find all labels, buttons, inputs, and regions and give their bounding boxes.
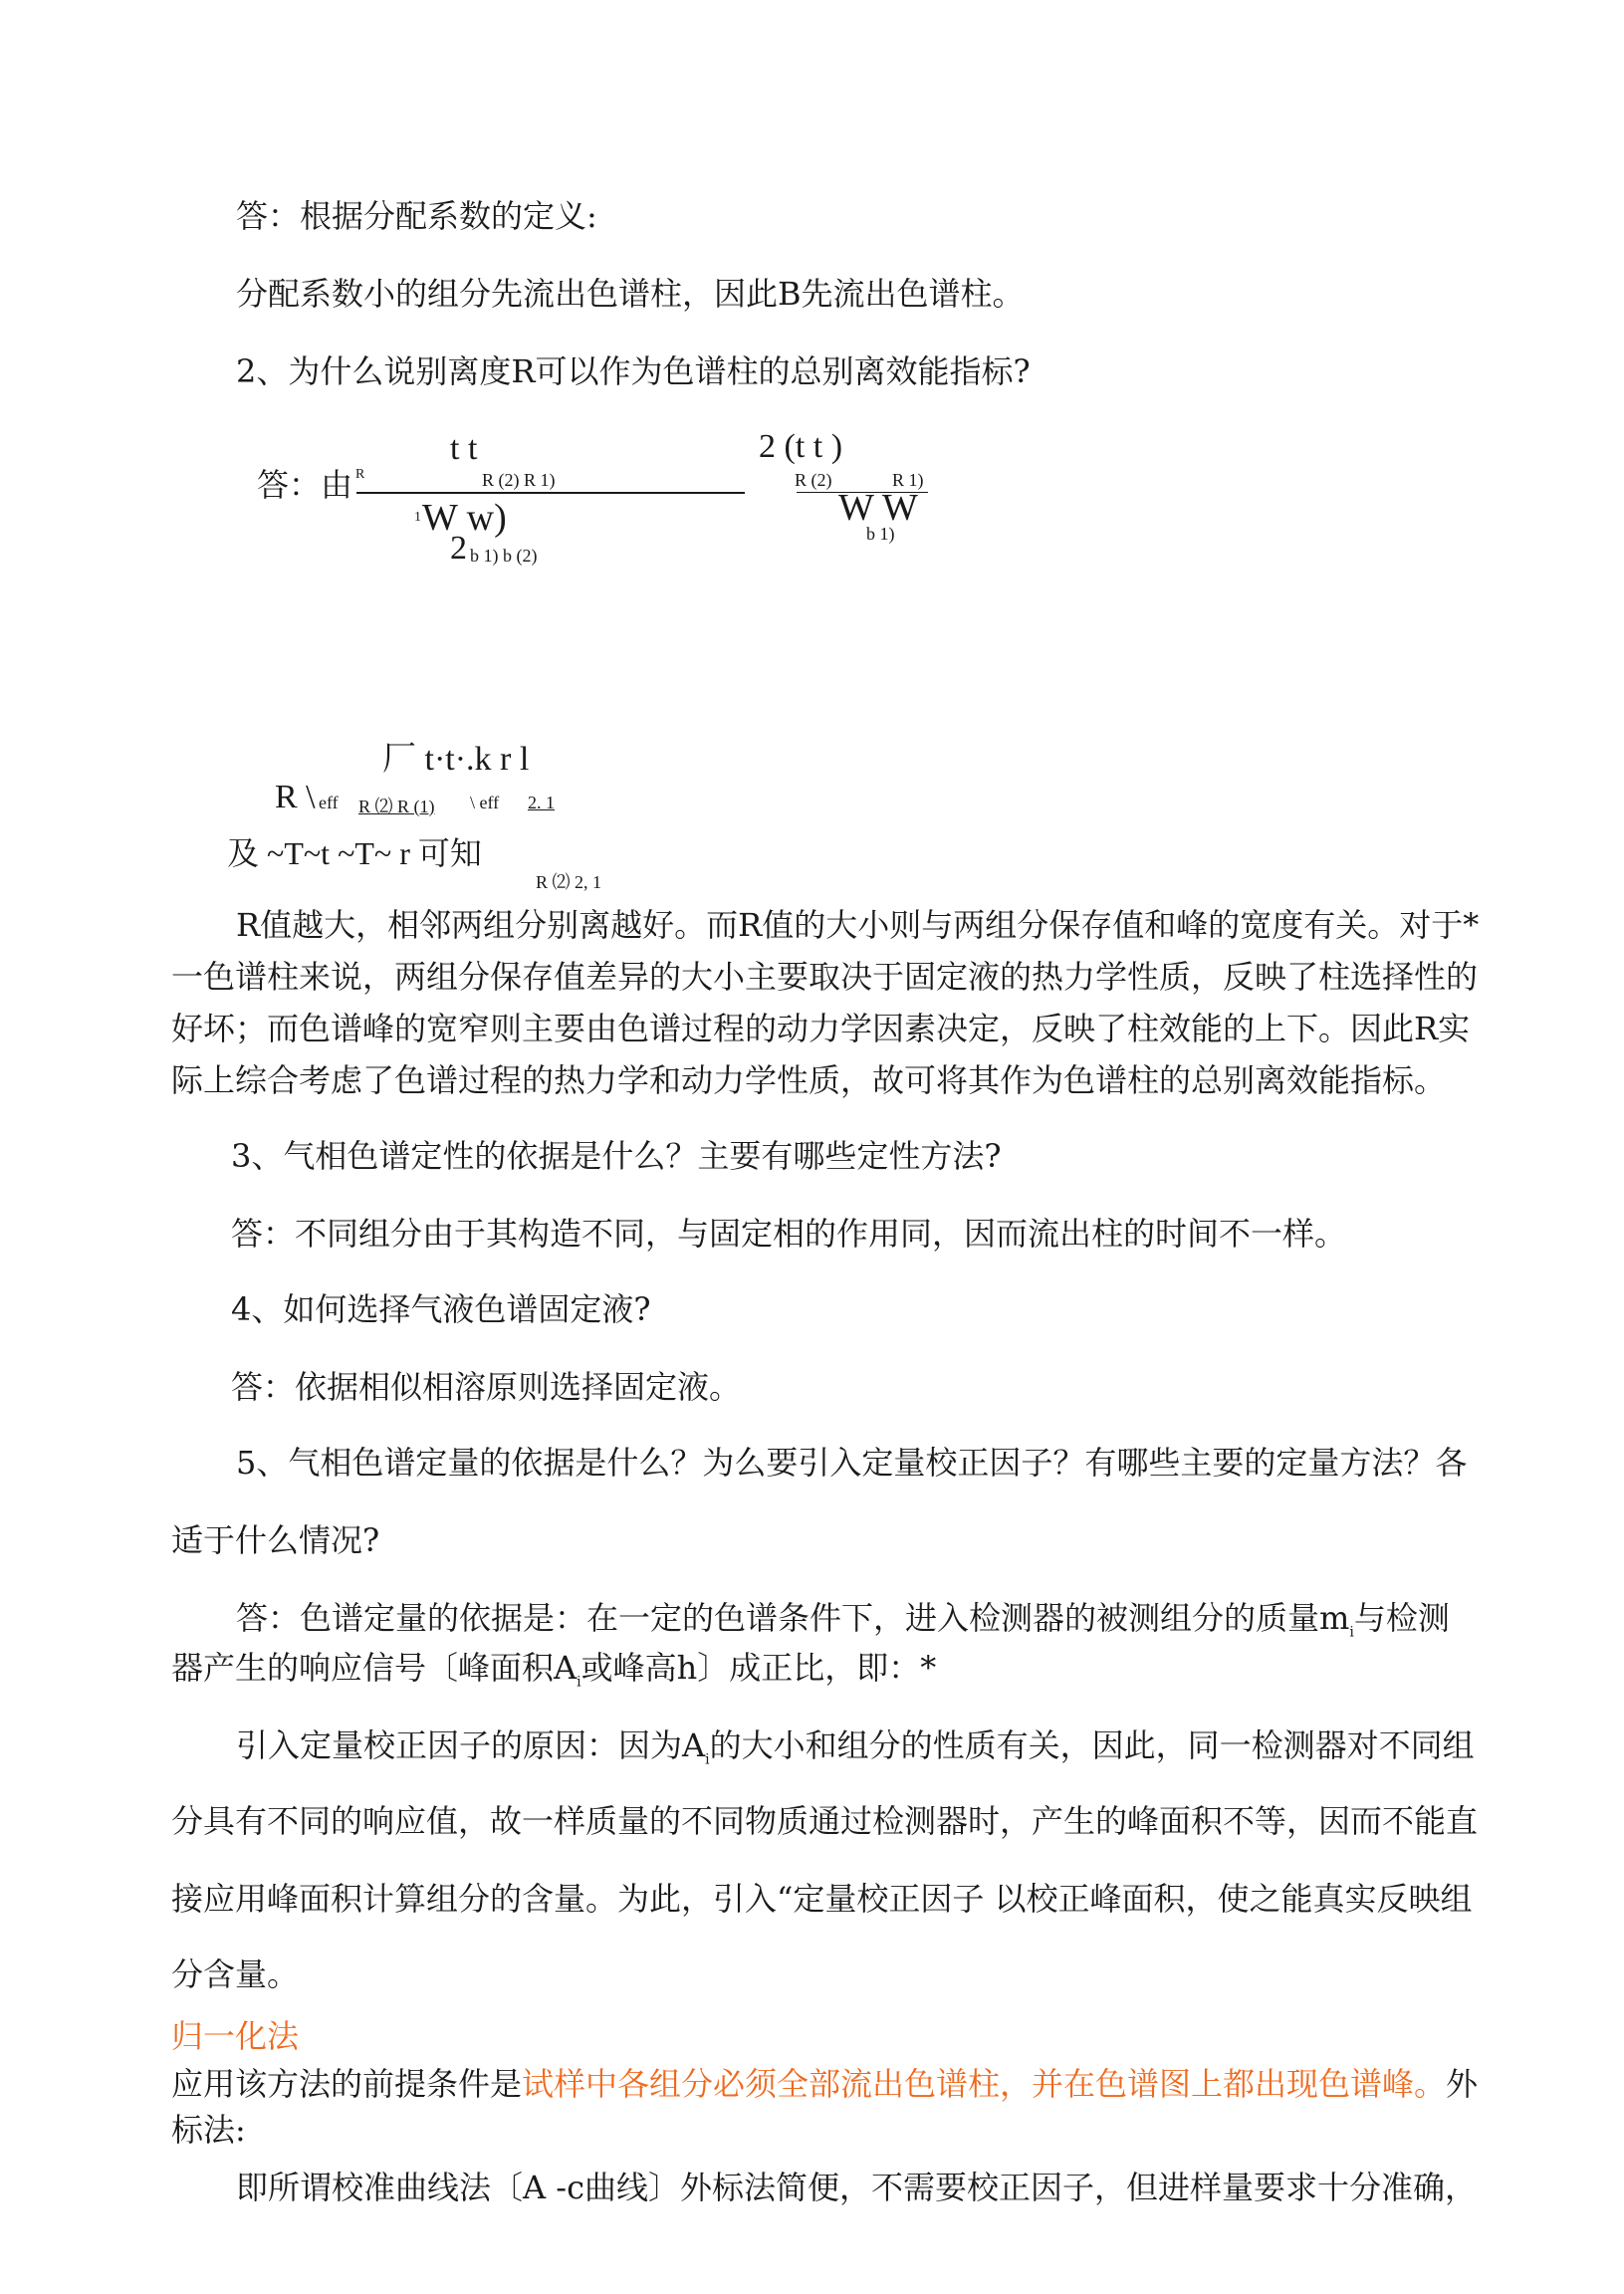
fraction-bar-left xyxy=(356,492,745,494)
method-line-2: 标法: xyxy=(171,2111,246,2149)
formula2-21: 2. 1 xyxy=(528,793,555,812)
formula2-rr: R ⑵ R (1) xyxy=(358,797,435,816)
formula-num-left: t t xyxy=(450,430,478,467)
formula2-r: R \ xyxy=(275,779,316,815)
method-line-1-highlight: 试样中各组分必须全部流出色谱柱，并在色谱图上都出现色谱峰。 xyxy=(522,2065,1447,2103)
formula-den-right-sub: b 1) xyxy=(866,524,895,544)
question-2: 2、为什么说别离度R可以作为色谱柱的总别离效能指标? xyxy=(236,352,1031,390)
formula-den-left-sub: b 1) b (2) xyxy=(470,546,538,566)
answer-3: 答：不同组分由于其构造不同，与固定相的作用同，因而流出柱的时间不一样。 xyxy=(231,1215,1347,1253)
method-line-1 xyxy=(171,2063,1478,2105)
formula-r-label: R xyxy=(355,467,365,482)
formula2-eff: eff xyxy=(319,793,339,812)
reason-line-4: 分含量。 xyxy=(171,1955,300,1993)
reason-line-1 xyxy=(236,1724,1475,1780)
formula2-eff2: \ eff xyxy=(470,793,500,812)
para-line-1: R值越大，相邻两组分别离越好。而R值的大小则与两组分保存值和峰的宽度有关。对于* xyxy=(236,906,1480,944)
formula-num-right-sub-a: R (2) xyxy=(795,470,832,490)
formula-num-left-sub: R (2) R 1) xyxy=(482,470,556,490)
answer-5-line-2-sub: i xyxy=(577,1674,581,1691)
formula-num-right: 2 (t t ) xyxy=(759,428,843,465)
reason-line-1-end: 的大小和组分的性质有关，因此，同一检测器对不同组 xyxy=(709,1726,1475,1764)
method-line-3: 即所谓校准曲线法〔A -c曲线〕外标法简便，不需要校正因子，但进样量要求十分准确， xyxy=(236,2169,1478,2206)
formula-prefix: 答：由 xyxy=(257,466,353,504)
formula2-top: 厂 t·t·.k r l xyxy=(382,741,530,778)
reason-line-1-sub: i xyxy=(705,1751,710,1768)
question-5: 5、气相色谱定量的依据是什么？为么要引入定量校正因子？有哪些主要的定量方法？各 xyxy=(236,1444,1468,1482)
answer-5-line-1-end: 与检测 xyxy=(1353,1599,1450,1637)
answer-5-line-1-text: 答：色谱定量的依据是：在一定的色谱条件下，进入检测器的被测组分的质量m xyxy=(236,1599,1350,1637)
formula-den-left-coef: 2 xyxy=(450,530,467,567)
formula-den-left-pre: 1 xyxy=(414,510,421,525)
para-line-4: 际上综合考虑了色谱过程的热力学和动力学性质，故可将其作为色谱柱的总别离效能指标。 xyxy=(171,1061,1447,1099)
answer-4: 答：依据相似相溶原则选择固定液。 xyxy=(231,1368,742,1406)
question-5-cont: 适于什么情况? xyxy=(171,1521,380,1559)
question-3: 3、气相色谱定性的依据是什么？主要有哪些定性方法? xyxy=(231,1137,1002,1175)
formula-num-right-sub-b: R 1) xyxy=(892,470,924,490)
answer-5-line-1-sub: i xyxy=(1349,1624,1354,1641)
question-4: 4、如何选择气液色谱固定液? xyxy=(231,1290,651,1328)
reason-line-2: 分具有不同的响应值，故一样质量的不同物质通过检测器时，产生的峰面积不等，因而不能直 xyxy=(171,1802,1479,1840)
section-heading: 归一化法 xyxy=(171,2017,300,2055)
method-line-1-end: 外 xyxy=(1446,2065,1479,2103)
answer-5-line-2-end: 或峰高h〕成正比，即：* xyxy=(580,1649,937,1687)
answer-line-2: 分配系数小的组分先流出色谱柱，因此B先流出色谱柱。 xyxy=(236,275,1025,313)
answer-line-1: 答：根据分配系数的定义: xyxy=(236,197,597,235)
answer-5-line-2-text: 器产生的响应信号〔峰面积A xyxy=(171,1649,578,1687)
formula2-sub: R ⑵ 2, 1 xyxy=(536,872,602,892)
para-line-2: 一色谱柱来说，两组分保存值差异的大小主要取决于固定液的热力学性质，反映了柱选择性的 xyxy=(171,958,1479,996)
formula-den-right: W W xyxy=(838,487,918,529)
answer-5-line-1 xyxy=(236,1597,1450,1653)
answer-5-line-2 xyxy=(171,1647,936,1703)
para-line-3: 好坏；而色谱峰的宽窄则主要由色谱过程的动力学因素决定，反映了柱效能的上下。因此R实 xyxy=(171,1010,1471,1047)
method-line-1-text: 应用该方法的前提条件是 xyxy=(171,2065,523,2103)
reason-line-1-text: 引入定量校正因子的原因：因为A xyxy=(236,1726,706,1764)
formula2-bottom: 及 ~T~t ~T~ r 可知 xyxy=(227,835,482,871)
reason-line-3: 接应用峰面积计算组分的含量。为此，引入“定量校正因子 以校正峰面积，使之能真实反映组 xyxy=(171,1880,1473,1918)
formula-den-left: W w) xyxy=(422,497,507,539)
